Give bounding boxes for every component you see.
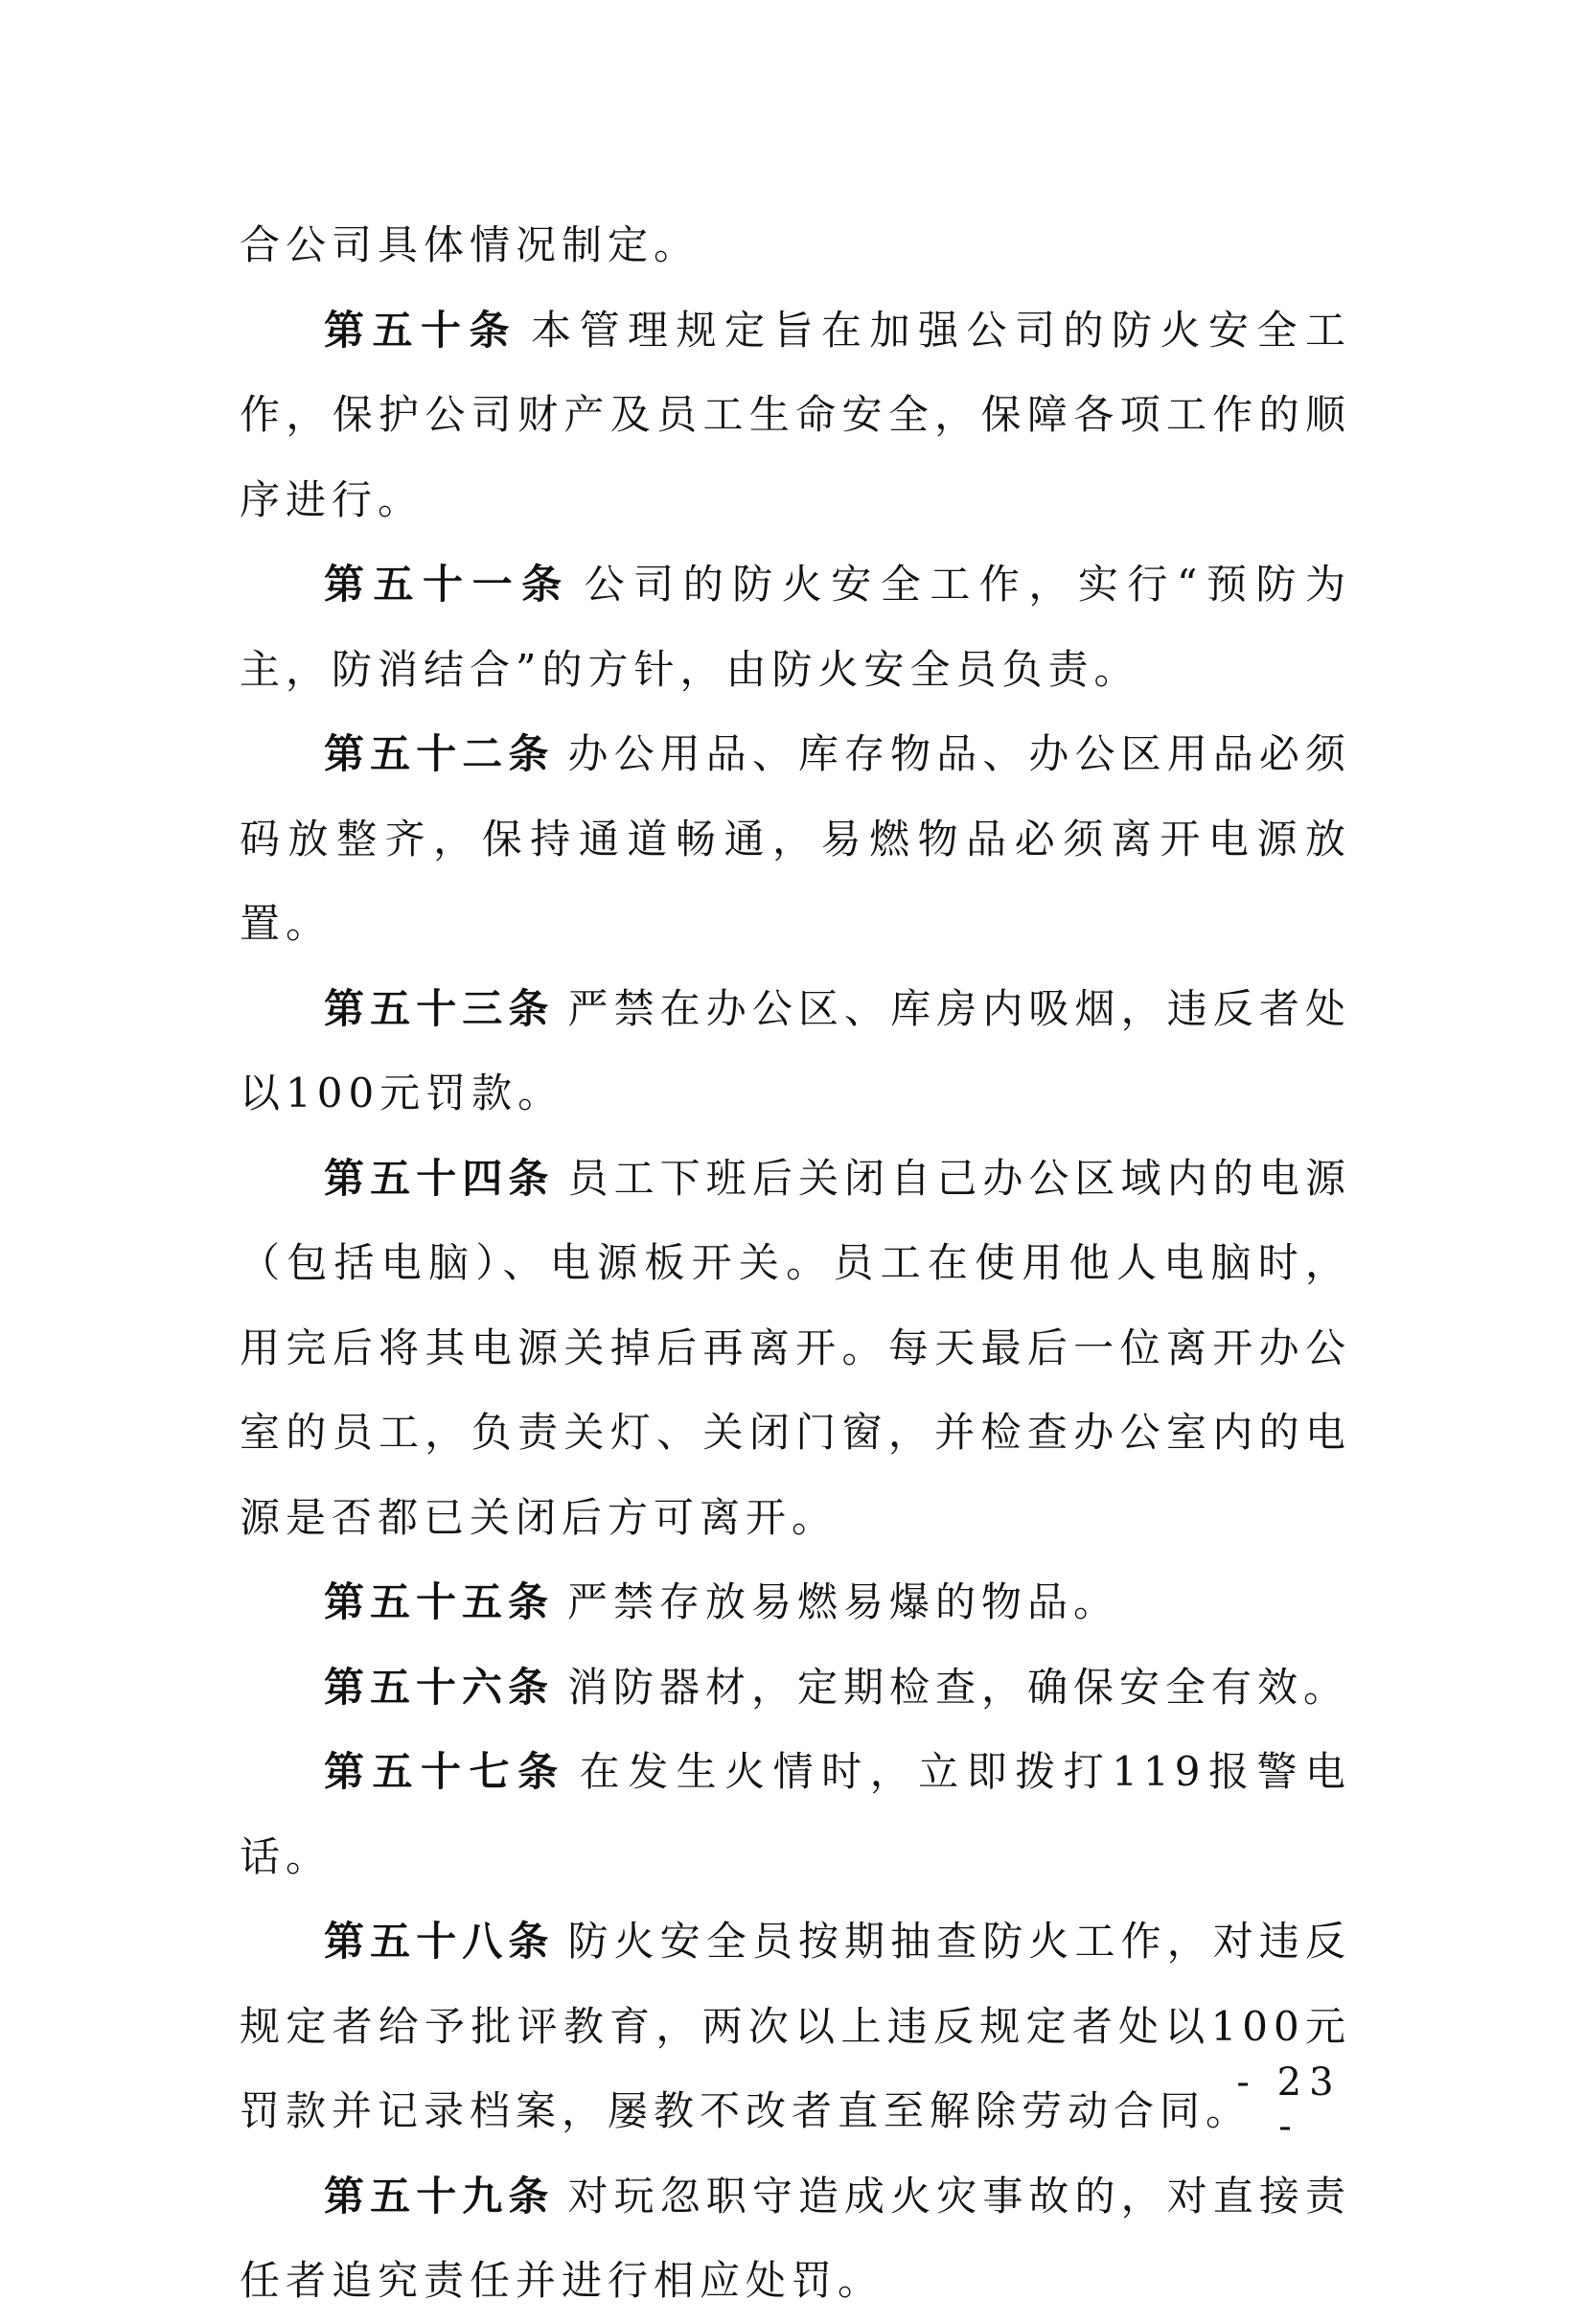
article-label: 第五十条 [324,306,517,354]
article-55 [240,1560,1351,1645]
article-label: 第五十一条 [324,561,571,608]
article-52 [240,712,1351,967]
continuation-paragraph: 合公司具体情况制定。 [240,221,701,268]
article-57 [240,1730,1351,1899]
article-54 [240,1137,1351,1561]
article-text: 办公用品、库存物品、办公区用品必须码放整齐，保持通道畅通，易燃物品必须离开电源放置。 [240,730,1351,947]
article-59 [240,2154,1351,2324]
article-label: 第五十五条 [324,1578,555,1625]
article-label: 第五十三条 [324,984,555,1032]
article-label: 第五十七条 [324,1748,566,1795]
article-text: 防火安全员按期抽查防火工作，对违反规定者给予批评教育，两次以上违反规定者处以100元罚款并记录档案，屡教不改者直至解除劳动合同。 [240,1918,1351,2134]
article-label: 第五十二条 [324,730,555,777]
article-50 [240,288,1351,543]
article-text: 在发生火情时，立即拨打119报警电话。 [240,1748,1351,1880]
article-label: 第五十八条 [324,1918,555,1965]
page-number: - 23 - [1236,2060,1342,2149]
article-text: 消防器材，定期检查，确保安全有效。 [567,1663,1350,1711]
article-53 [240,967,1351,1137]
article-text: 严禁在办公区、库房内吸烟，违反者处以100元罚款。 [240,984,1351,1116]
article-label: 第五十四条 [324,1154,555,1202]
article-58 [240,1899,1351,2154]
article-56 [240,1645,1351,1731]
article-text: 公司的防火安全工作，实行“预防为主，防消结合”的方针，由防火安全员负责。 [240,561,1351,693]
article-text: 本管理规定旨在加强公司的防火安全工作，保护公司财产及员工生命安全，保障各项工作的顺序进行。 [240,306,1351,523]
article-text: 对玩忽职守造成火灾事故的，对直接责任者追究责任并进行相应处罚。 [240,2172,1351,2304]
article-51 [240,542,1351,712]
article-label: 第五十九条 [324,2172,555,2220]
article-text: 严禁存放易燃易爆的物品。 [567,1578,1120,1625]
article-text: 员工下班后关闭自己办公区域内的电源（包括电脑）、电源板开关。员工在使用他人电脑时，用完后将其电源关掉后再离开。每天最后一位离开办公室的员工，负责关灯、关闭门窗，并检查办公室内的电源是否都已关闭后方可离开。 [240,1154,1351,1541]
article-label: 第五十六条 [324,1663,555,1711]
document-body [240,203,1351,2324]
